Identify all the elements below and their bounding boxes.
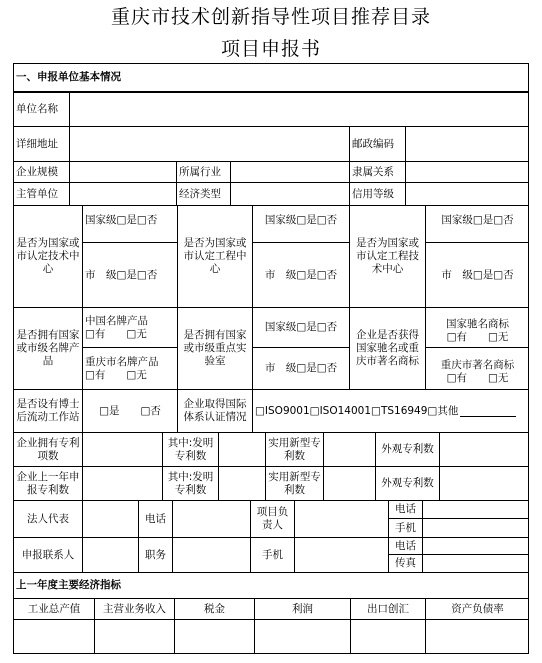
label-supervisor: 主管单位 xyxy=(13,182,70,206)
application-form-table xyxy=(13,63,529,654)
field-unit-name[interactable] xyxy=(69,92,529,127)
field-output[interactable] xyxy=(13,619,95,654)
label-iso: 企业取得国际体系认证情况 xyxy=(177,389,253,433)
key-lab-national[interactable]: 国家级□是□否 xyxy=(252,307,350,348)
label-affiliation: 隶属关系 xyxy=(349,161,406,183)
field-revenue[interactable] xyxy=(94,619,175,654)
iso-options[interactable] xyxy=(252,389,529,433)
field-industry[interactable] xyxy=(230,161,350,183)
eng-center-national[interactable]: 国家级□是□否 xyxy=(252,205,350,243)
cq-trademark-options[interactable]: □有 □无 xyxy=(446,372,509,384)
label-proj-lead: 项目负责人 xyxy=(250,500,295,538)
field-patents[interactable] xyxy=(82,432,163,467)
cn-trademark-options[interactable]: □有 □无 xyxy=(446,330,509,343)
label-design-last: 外观专利数 xyxy=(375,466,440,501)
field-tax[interactable] xyxy=(174,619,255,654)
field-lead-phone[interactable] xyxy=(422,500,529,519)
field-postcode[interactable] xyxy=(405,126,529,162)
label-contact-fax: 传真 xyxy=(388,554,423,573)
field-affiliation[interactable] xyxy=(405,161,529,183)
label-legal-rep: 法人代表 xyxy=(13,500,83,538)
col-debt-ratio: 资产负债率 xyxy=(425,598,529,620)
cn-brand-cell xyxy=(82,307,178,348)
col-revenue: 主营业务收入 xyxy=(94,598,175,620)
label-postdoc: 是否设有博士后流动工作站 xyxy=(13,389,83,433)
label-tech-center: 是否为国家或市认定技术中心 xyxy=(13,205,83,308)
cq-trademark-label: 重庆市著名商标 xyxy=(440,359,515,371)
label-lead-mobile: 手机 xyxy=(388,518,423,538)
field-position[interactable] xyxy=(172,537,251,573)
label-contact-phone: 电话 xyxy=(388,537,423,555)
label-invention-last: 其中:发明专利数 xyxy=(162,466,219,501)
eng-tech-center-national[interactable]: 国家级□是□否 xyxy=(425,205,529,243)
label-invention: 其中:发明专利数 xyxy=(162,432,219,467)
tech-center-national[interactable]: 国家级□是□否 xyxy=(82,205,178,243)
col-output: 工业总产值 xyxy=(13,598,95,620)
label-eng-tech-center: 是否为国家或市认定工程技术中心 xyxy=(349,205,426,308)
label-utility: 实用新型专利数 xyxy=(265,432,324,467)
label-patents: 企业拥有专利项数 xyxy=(13,432,83,467)
label-legal-phone: 电话 xyxy=(138,500,173,538)
col-profit: 利润 xyxy=(254,598,351,620)
label-utility-last: 实用新型专利数 xyxy=(265,466,324,501)
iso-other-underline[interactable] xyxy=(460,405,516,417)
eng-center-city[interactable]: 市 级□是□否 xyxy=(252,242,350,308)
field-design[interactable] xyxy=(439,432,529,467)
section-heading-basic-info: 一、申报单位基本情况 xyxy=(13,63,529,92)
col-export: 出口创汇 xyxy=(350,598,426,620)
document-subtitle: 项目申报书 xyxy=(220,38,321,60)
cn-brand-label: 中国名牌产品 xyxy=(85,315,148,327)
eng-tech-center-city[interactable]: 市 级□是□否 xyxy=(425,242,529,308)
field-contact-phone[interactable] xyxy=(422,537,529,555)
cq-brand-label: 重庆市名牌产品 xyxy=(85,356,159,368)
field-address[interactable] xyxy=(69,126,350,162)
label-contact-mobile: 手机 xyxy=(250,537,295,573)
field-econ-type[interactable] xyxy=(230,182,350,206)
key-lab-city[interactable]: 市 级□是□否 xyxy=(252,347,350,390)
field-supervisor[interactable] xyxy=(69,182,177,206)
label-industry: 所属行业 xyxy=(176,161,231,183)
label-trademark: 企业是否获得国家驰名或重庆市著名商标 xyxy=(349,307,426,390)
section-heading-economic: 上一年度主要经济指标 xyxy=(13,572,529,599)
field-design-last[interactable] xyxy=(439,466,529,501)
field-credit[interactable] xyxy=(405,182,529,206)
document-title: 重庆市技术创新指导性项目推荐目录 xyxy=(110,6,431,28)
label-credit: 信用等级 xyxy=(349,182,406,206)
field-debt-ratio[interactable] xyxy=(425,619,529,654)
field-profit[interactable] xyxy=(254,619,351,654)
field-export[interactable] xyxy=(350,619,426,654)
label-eng-center: 是否为国家或市认定工程中心 xyxy=(177,205,253,308)
label-design: 外观专利数 xyxy=(375,432,440,467)
field-invention[interactable] xyxy=(218,432,266,467)
field-legal-rep[interactable] xyxy=(82,500,139,538)
label-patents-last: 企业上一年申报专利数 xyxy=(13,466,83,501)
cq-trademark-cell xyxy=(425,347,529,390)
iso-options-text[interactable]: □ISO9001□ISO14001□TS16949□其他 xyxy=(255,404,459,417)
label-postcode: 邮政编码 xyxy=(349,126,406,162)
cn-trademark-label: 国家驰名商标 xyxy=(446,317,509,330)
cn-brand-options[interactable]: □有 □无 xyxy=(85,328,147,340)
field-invention-last[interactable] xyxy=(218,466,266,501)
field-utility-last[interactable] xyxy=(323,466,376,501)
field-lead-mobile[interactable] xyxy=(422,518,529,538)
field-utility[interactable] xyxy=(323,432,376,467)
col-tax: 税金 xyxy=(174,598,255,620)
field-contact-mobile[interactable] xyxy=(294,537,389,573)
field-contact-fax[interactable] xyxy=(422,554,529,573)
label-scale: 企业规模 xyxy=(13,161,70,183)
label-address: 详细地址 xyxy=(13,126,70,162)
cq-brand-cell xyxy=(82,347,178,390)
field-proj-lead[interactable] xyxy=(294,500,389,538)
label-contact: 申报联系人 xyxy=(13,537,83,573)
label-econ-type: 经济类型 xyxy=(176,182,231,206)
label-unit-name: 单位名称 xyxy=(13,92,70,127)
field-scale[interactable] xyxy=(69,161,177,183)
field-legal-phone[interactable] xyxy=(172,500,251,538)
tech-center-city[interactable]: 市 级□是□否 xyxy=(82,242,178,308)
label-lead-phone: 电话 xyxy=(388,500,423,519)
label-key-lab: 是否拥有国家或市级重点实验室 xyxy=(177,307,253,390)
cq-brand-options[interactable]: □有 □无 xyxy=(85,369,147,381)
label-brand: 是否拥有国家或市级名牌产品 xyxy=(13,307,83,390)
field-contact[interactable] xyxy=(82,537,139,573)
cn-trademark-cell xyxy=(425,307,529,348)
label-position: 职务 xyxy=(138,537,173,573)
postdoc-options[interactable]: □是 □否 xyxy=(82,389,178,433)
field-patents-last[interactable] xyxy=(82,466,163,501)
